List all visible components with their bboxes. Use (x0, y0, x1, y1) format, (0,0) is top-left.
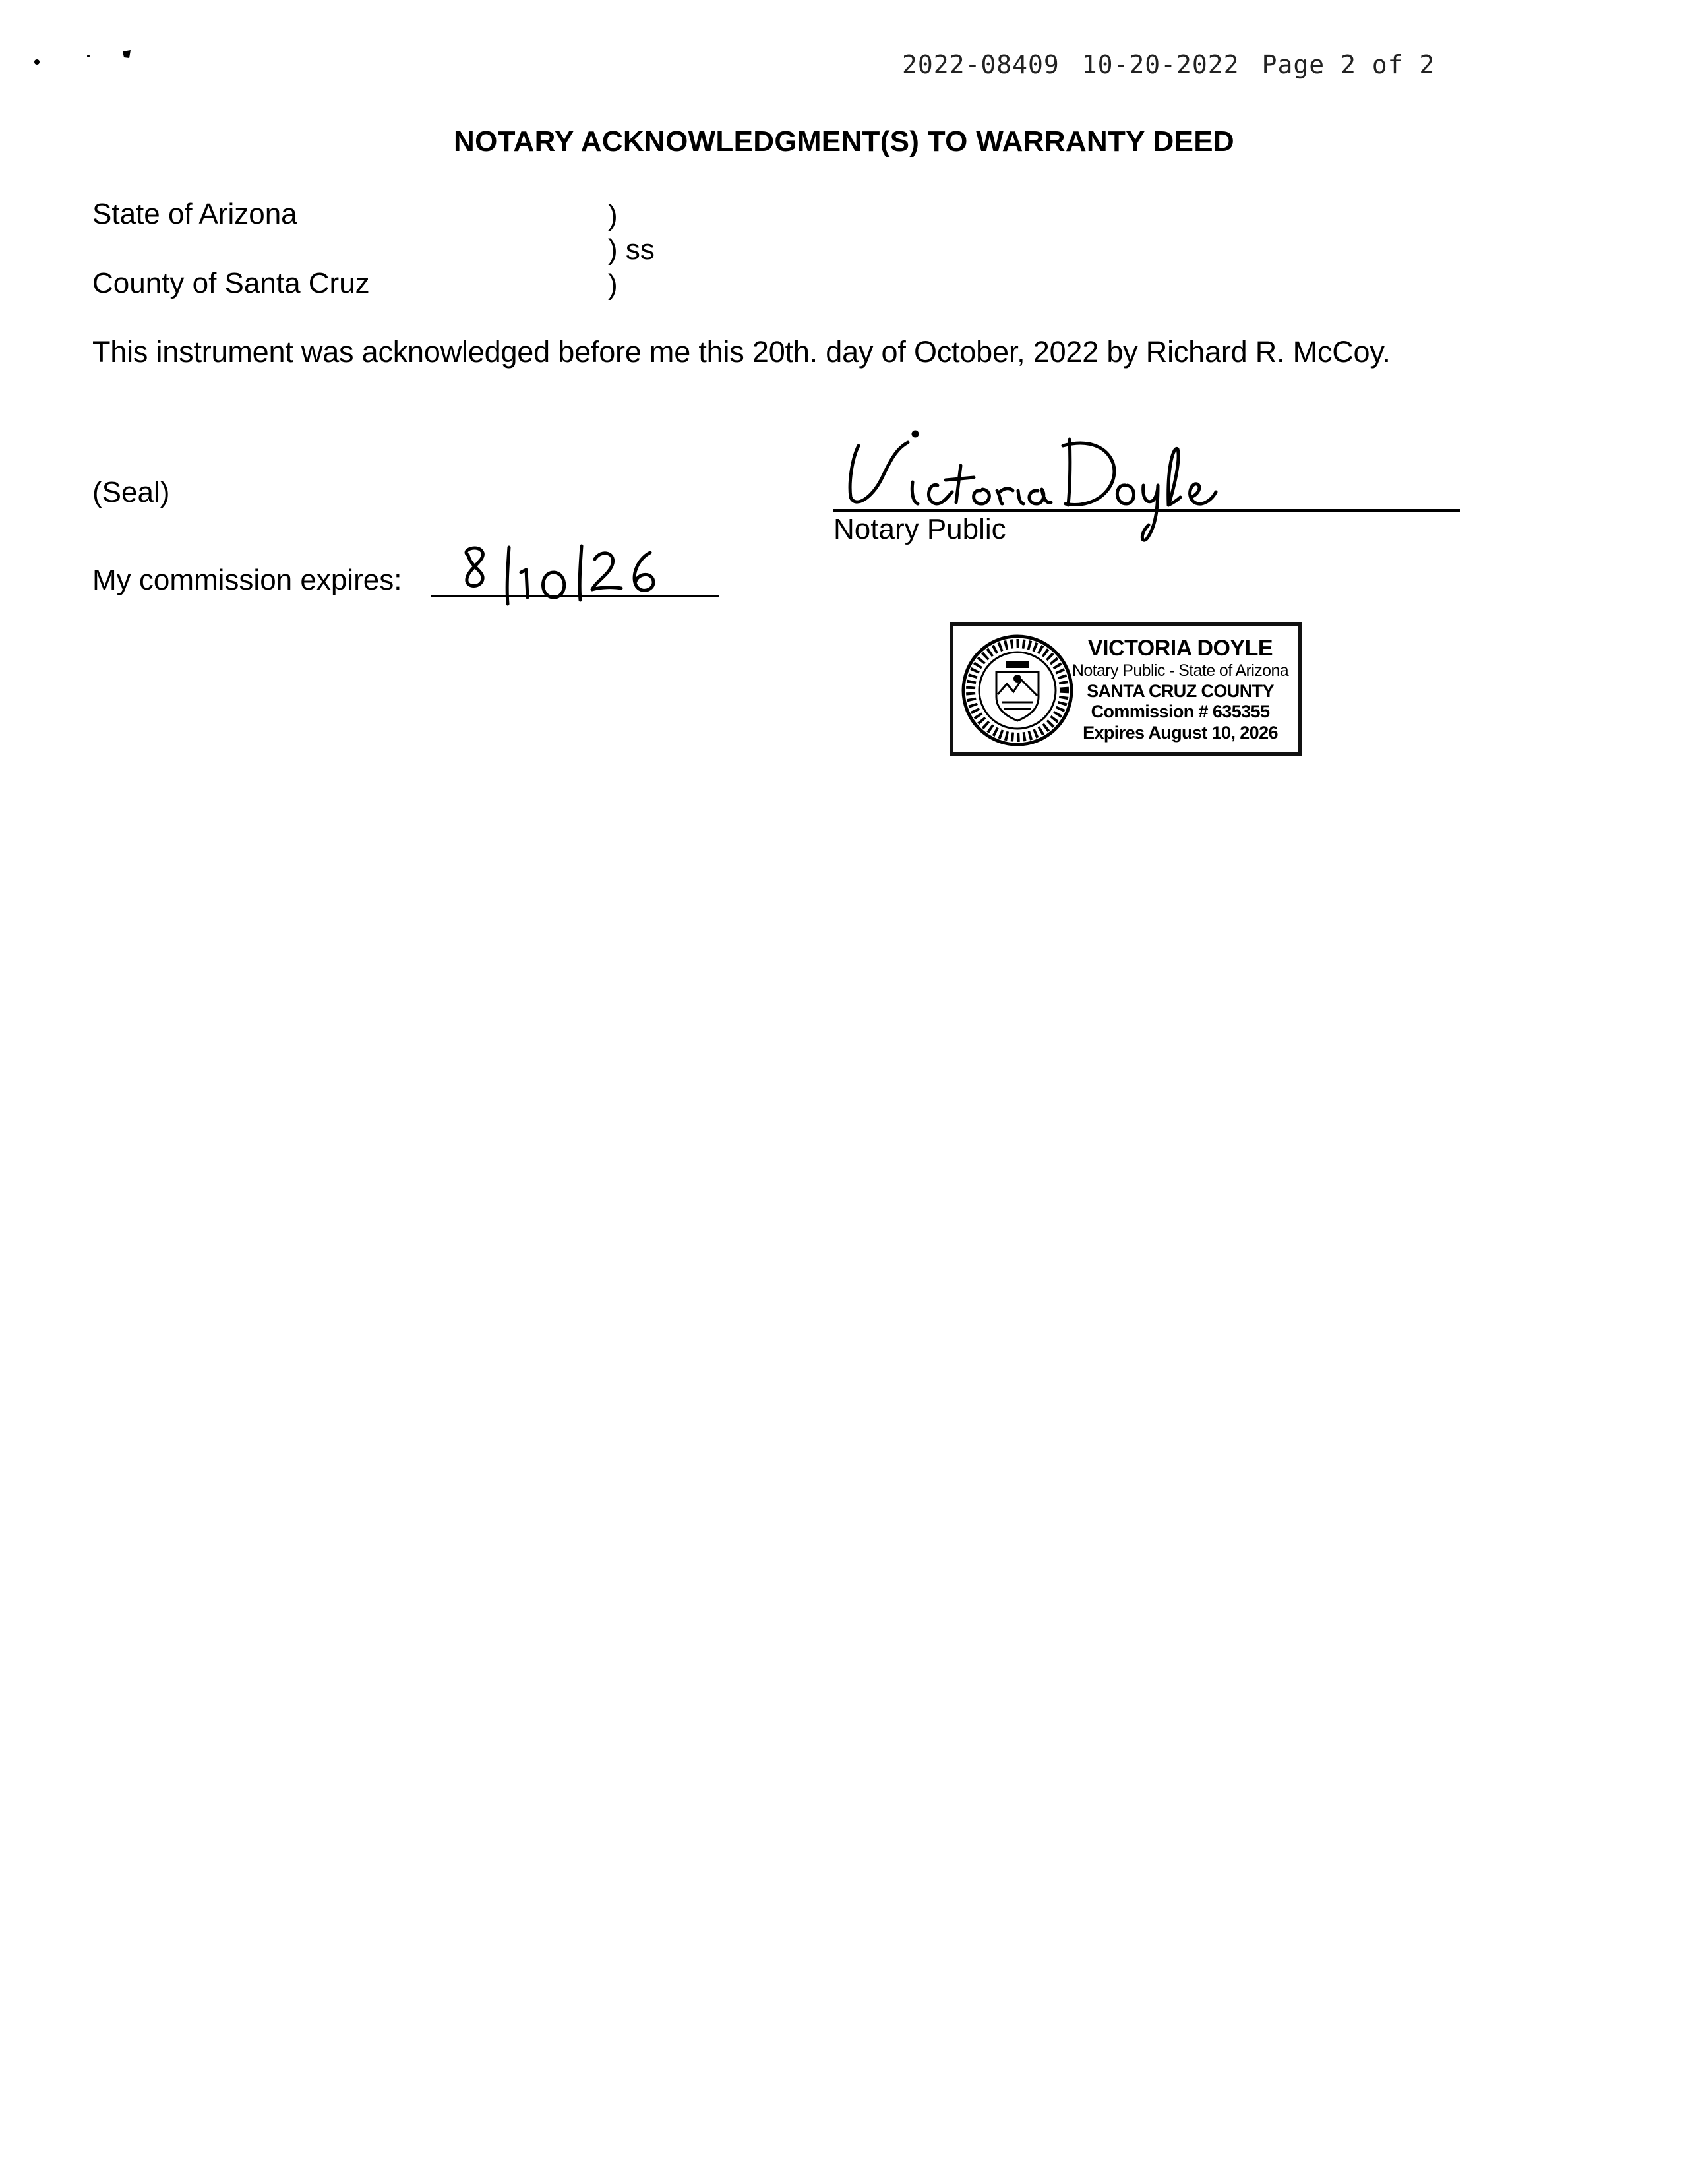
stamp-commission-number: Commission # 635355 (1091, 702, 1270, 722)
handwritten-expiration-date (455, 541, 673, 607)
recording-date: 10-20-2022 (1081, 50, 1240, 79)
notary-stamp (950, 622, 1302, 756)
venue-state: State of Arizona (92, 198, 297, 230)
document-title: NOTARY ACKNOWLEDGMENT(S) TO WARRANTY DEED (454, 125, 1234, 158)
stamp-notary-title: Notary Public - State of Arizona (1071, 661, 1289, 681)
signature-line (833, 509, 1460, 512)
arizona-state-seal-emblem (958, 631, 1077, 750)
recording-header (902, 50, 1435, 79)
page-indicator: Page 2 of 2 (1261, 50, 1435, 79)
stamp-expiration: Expires August 10, 2026 (1083, 723, 1278, 743)
notary-public-caption: Notary Public (833, 513, 1006, 545)
acknowledgment-statement: This instrument was acknowledged before me this 20th. day of October, 2022 by Richard R. McCoy. (92, 335, 1391, 369)
venue-county: County of Santa Cruz (92, 267, 370, 299)
stamp-notary-name: VICTORIA DOYLE (1087, 636, 1273, 661)
scan-speck-marks (0, 0, 158, 79)
commission-date-line (431, 595, 719, 597)
stamp-county: SANTA CRUZ COUNTY (1087, 681, 1274, 701)
stamp-text-block (1065, 635, 1296, 744)
commission-expires-label: My commission expires: (92, 564, 402, 596)
seal-label: (Seal) (92, 476, 170, 508)
document-number: 2022-08409 (902, 50, 1060, 79)
venue-paren-bottom: ) (608, 268, 618, 301)
venue-paren-ss: ) ss (608, 233, 655, 266)
venue-paren-top: ) (608, 199, 618, 231)
